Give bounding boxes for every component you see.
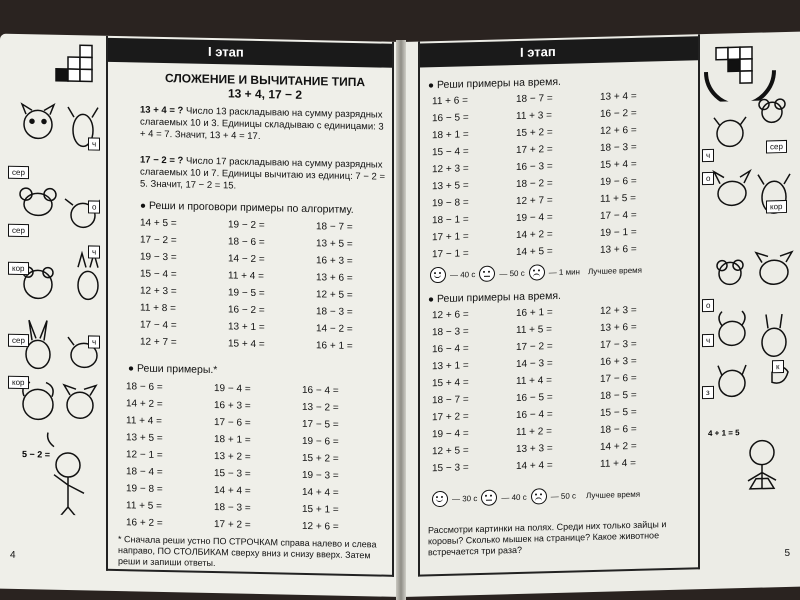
left-page	[0, 34, 402, 597]
example: 13 + 1 =	[432, 360, 469, 373]
example: 13 + 5 =	[316, 238, 353, 250]
example: 17 − 2 =	[516, 341, 553, 354]
blackboard-text: 4 + 1 = 5	[708, 428, 740, 438]
task-2-text: Реши примеры на время.	[436, 289, 561, 306]
example: 16 + 3 =	[214, 400, 251, 412]
example: 11 + 2 =	[516, 426, 552, 439]
book-gutter	[396, 40, 406, 600]
example: 15 + 4 =	[600, 158, 637, 171]
example: 13 + 5 =	[126, 432, 163, 444]
example: 17 − 5 =	[302, 418, 339, 431]
rule-2-lead: 17 − 2 = ?	[140, 154, 184, 167]
margin-label: кор	[766, 200, 787, 214]
example: 11 + 6 =	[432, 95, 468, 108]
sad-face-icon	[529, 264, 545, 280]
example: 19 − 3 =	[302, 469, 339, 482]
example: 19 − 5 =	[228, 287, 265, 300]
example: 15 − 3 =	[432, 462, 469, 475]
example: 17 − 4 =	[600, 209, 637, 222]
bullet-icon: ●	[428, 80, 435, 92]
margin-label: ч	[702, 334, 714, 347]
margin-label: кор	[8, 376, 29, 389]
example: 18 − 7 =	[432, 394, 469, 407]
happy-face-icon	[430, 267, 446, 283]
example: 18 − 7 =	[516, 93, 553, 106]
example: 15 + 4 =	[432, 377, 469, 390]
example: 19 − 1 =	[600, 226, 637, 239]
example: 18 + 1 =	[432, 129, 469, 142]
example: 14 − 2 =	[316, 323, 353, 335]
example: 19 − 6 =	[600, 175, 637, 188]
margin-label: ч	[88, 245, 100, 258]
stage-label: I этап	[520, 43, 556, 60]
stairs-logo-left	[50, 41, 110, 102]
example: 16 − 4 =	[516, 409, 553, 422]
example: 14 + 4 =	[214, 485, 251, 497]
example: 17 + 2 =	[516, 144, 553, 157]
example: 17 − 4 =	[140, 319, 177, 332]
margin-label: ч	[88, 137, 100, 150]
bullet-icon: ●	[428, 294, 435, 306]
time-label: — 30 с	[452, 493, 478, 504]
page-number-left: 4	[10, 549, 16, 561]
example: 12 + 5 =	[316, 289, 353, 301]
example: 13 + 5 =	[432, 180, 469, 193]
example: 11 + 5 =	[126, 500, 162, 512]
example: 17 − 1 =	[432, 248, 469, 261]
margin-label: сер	[766, 140, 787, 154]
margin-label: з	[702, 386, 714, 399]
example: 18 − 6 =	[228, 236, 265, 249]
time-label: — 50 с	[499, 268, 525, 278]
margin-label: о	[702, 172, 714, 185]
task-1-examples	[140, 215, 390, 356]
example: 16 + 2 =	[126, 517, 163, 529]
task-2-examples	[432, 301, 682, 478]
example: 12 + 7 =	[140, 336, 177, 349]
bullet-icon: ●	[140, 200, 147, 212]
margin-label: кор	[8, 262, 29, 275]
example: 11 + 4 =	[126, 415, 162, 427]
example: 18 − 5 =	[600, 389, 637, 402]
example: 16 − 2 =	[600, 107, 637, 120]
bullet-icon: ●	[128, 363, 135, 375]
example: 15 + 4 =	[228, 338, 265, 351]
right-margin-illustrations	[702, 32, 794, 589]
example: 14 − 3 =	[516, 358, 553, 371]
time-label: — 1 мин	[548, 266, 580, 277]
example: 13 + 2 =	[214, 451, 251, 463]
margin-label: к	[772, 360, 784, 373]
rule-2	[140, 155, 390, 196]
task-1-text: Реши примеры на время.	[436, 75, 561, 92]
example: 16 + 1 =	[316, 340, 353, 352]
example: 14 + 2 =	[600, 440, 637, 453]
example: 15 − 3 =	[214, 468, 251, 480]
example: 11 + 5 =	[516, 324, 552, 337]
stage-label: I этап	[208, 43, 244, 60]
example: 13 − 2 =	[302, 401, 339, 414]
example: 17 + 2 =	[432, 411, 469, 424]
rule-1-text: Число 13 раскладываю на сумму разрядных слагаемых 10 и 3. Единицы складываю с единицами: 3 + 4 = 7. Значит, 13 + 4 = 17.	[140, 105, 384, 143]
example: 16 − 4 =	[302, 384, 339, 397]
example: 18 + 1 =	[214, 434, 251, 446]
margin-label: о	[88, 200, 100, 213]
example: 16 + 1 =	[516, 307, 553, 320]
example: 19 − 4 =	[516, 212, 553, 225]
example: 18 − 2 =	[516, 178, 553, 191]
title-line-2: 13 + 4, 17 − 2	[227, 86, 303, 102]
section-title	[150, 71, 380, 104]
example: 16 − 3 =	[516, 161, 553, 174]
time-label: — 40 с	[450, 269, 476, 280]
margin-label: сер	[8, 166, 29, 179]
example: 19 − 8 =	[432, 197, 469, 210]
task-2-heading	[128, 362, 217, 376]
right-page	[402, 32, 800, 597]
task-1-text: Реши и проговори примеры по алгоритму.	[148, 199, 354, 216]
example: 19 − 2 =	[228, 219, 265, 232]
example: 12 + 3 =	[140, 285, 177, 298]
left-footnote: * Сначала реши устно ПО СТРОЧКАМ справа налево и слева направо, ПО СТОЛБИКАМ сверху вниз и снизу вверх. Затем реши и запиши ответы.	[118, 534, 377, 569]
task-1-examples	[432, 87, 682, 264]
example: 15 + 2 =	[516, 127, 553, 140]
rule-1-lead: 13 + 4 = ?	[140, 104, 184, 117]
example: 16 + 3 =	[316, 255, 353, 267]
example: 14 + 4 =	[516, 460, 553, 473]
example: 19 − 4 =	[432, 428, 469, 441]
example: 17 − 6 =	[214, 417, 251, 429]
example: 18 − 3 =	[214, 502, 251, 514]
example: 13 + 3 =	[516, 443, 553, 456]
example: 11 + 4 =	[228, 270, 264, 283]
example: 18 − 4 =	[126, 466, 163, 478]
margin-label: ч	[702, 149, 714, 162]
example: 17 + 1 =	[432, 231, 469, 244]
example: 14 + 2 =	[126, 398, 163, 410]
example: 18 − 3 =	[316, 306, 353, 318]
time-label: — 50 с	[550, 490, 577, 501]
example: 11 + 4 =	[516, 375, 552, 388]
sad-face-icon	[531, 488, 547, 504]
example: 17 + 2 =	[214, 519, 251, 531]
title-line-1: СЛОЖЕНИЕ И ВЫЧИТАНИЕ ТИПА	[165, 71, 365, 90]
neutral-face-icon	[481, 490, 497, 506]
example: 17 − 2 =	[140, 234, 177, 247]
example: 12 + 6 =	[302, 520, 339, 533]
example: 18 − 6 =	[126, 381, 163, 393]
example: 19 − 3 =	[140, 251, 177, 264]
example: 15 − 4 =	[140, 268, 177, 281]
example: 12 + 6 =	[600, 124, 637, 137]
example: 19 − 6 =	[302, 435, 339, 448]
example: 15 − 5 =	[600, 406, 637, 419]
example: 11 + 4 =	[600, 457, 636, 470]
example: 15 + 1 =	[302, 503, 339, 516]
example: 18 − 3 =	[432, 326, 469, 339]
example: 14 + 5 =	[516, 246, 553, 259]
margin-label: о	[702, 299, 714, 312]
example: 16 − 2 =	[228, 304, 265, 317]
example: 18 − 1 =	[432, 214, 469, 227]
example: 19 − 4 =	[214, 383, 251, 395]
left-margin-illustrations	[8, 34, 100, 591]
example: 12 − 1 =	[126, 449, 163, 461]
example: 12 + 7 =	[516, 195, 553, 208]
example: 14 + 4 =	[302, 486, 339, 499]
example: 19 − 8 =	[126, 483, 163, 495]
example: 12 + 3 =	[600, 304, 637, 317]
example: 16 − 4 =	[432, 343, 469, 356]
time-label: — 40 с	[501, 492, 527, 502]
example: 15 − 4 =	[432, 146, 469, 159]
page-number-right: 5	[784, 547, 790, 559]
right-footnote: Рассмотри картинки на полях. Среди них только зайцы и коровы? Сколько мышек на странице? Какое животное встречается три раза?	[428, 519, 667, 558]
best-time-label: Лучшее время	[586, 489, 641, 500]
example: 18 − 7 =	[316, 221, 353, 233]
example: 17 − 6 =	[600, 372, 637, 385]
example: 15 + 2 =	[302, 452, 339, 465]
example: 12 + 3 =	[432, 163, 469, 176]
rule-2-text: Число 17 раскладываю на сумму разрядных слагаемых 10 и 7. Единицы вычитаю из единиц: 7 − 2 = 5. Значит, 17 − 2 = 15.	[140, 155, 386, 192]
example: 13 + 4 =	[600, 90, 637, 103]
neutral-face-icon	[479, 266, 495, 282]
example: 14 + 2 =	[516, 229, 553, 242]
example: 13 + 6 =	[600, 243, 637, 256]
blackboard-text: 5 − 2 =	[22, 449, 51, 460]
example: 16 − 5 =	[432, 112, 469, 125]
example: 11 + 3 =	[516, 110, 552, 123]
example: 13 + 6 =	[600, 321, 637, 334]
rule-1	[140, 105, 390, 146]
example: 18 − 3 =	[600, 141, 637, 154]
example: 17 − 3 =	[600, 338, 637, 351]
margin-label: сер	[8, 224, 29, 237]
margin-label: сер	[8, 334, 29, 347]
example: 14 − 2 =	[228, 253, 265, 266]
task-2-text: Реши примеры.*	[136, 362, 218, 377]
example: 16 + 3 =	[600, 355, 637, 368]
example: 14 + 5 =	[140, 217, 177, 230]
example: 13 + 6 =	[316, 272, 353, 284]
example: 13 + 1 =	[228, 321, 265, 334]
example: 18 − 6 =	[600, 423, 637, 436]
example: 12 + 6 =	[432, 309, 469, 322]
task-2-examples	[126, 378, 390, 537]
example: 16 − 5 =	[516, 392, 553, 405]
best-time-label: Лучшее время	[587, 265, 642, 276]
margin-label: ч	[88, 335, 100, 348]
happy-face-icon	[432, 491, 448, 507]
example: 12 + 5 =	[432, 445, 469, 458]
example: 11 + 8 =	[140, 302, 176, 315]
example: 11 + 5 =	[600, 192, 636, 205]
